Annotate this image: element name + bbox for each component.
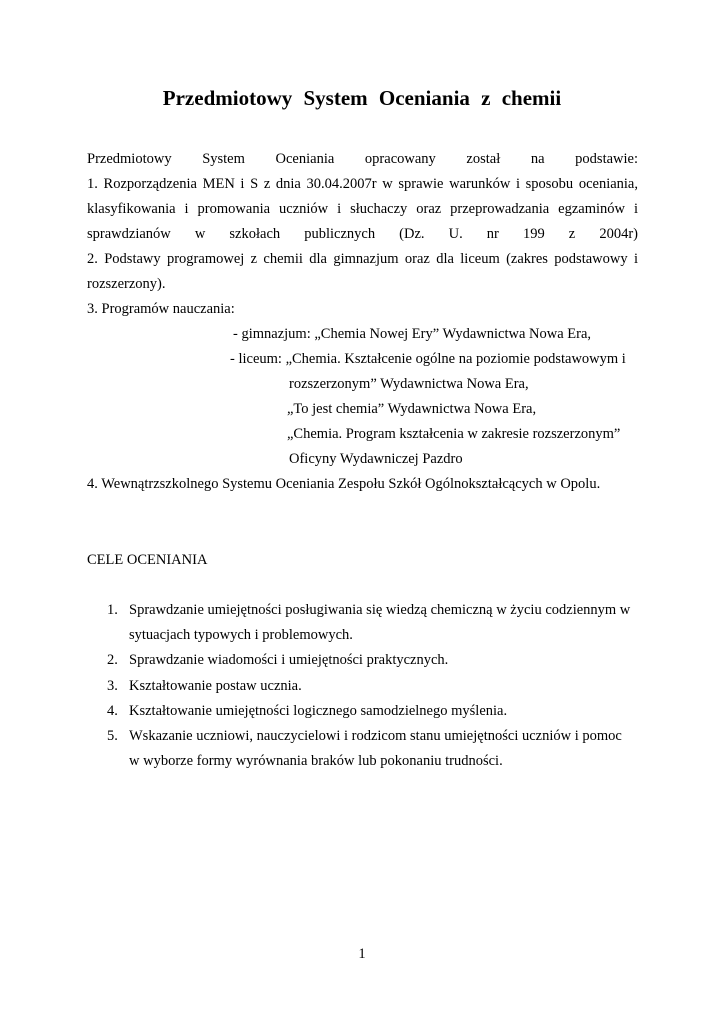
program-gimnazjum: - gimnazjum: „Chemia Nowej Ery” Wydawnictwa Nowa Era,: [233, 326, 592, 342]
goal-number: 3.: [107, 678, 118, 694]
page-title: Przedmiotowy System Oceniania z chemii: [162, 86, 562, 110]
basis-item-1-line-1: 1. Rozporządzenia MEN i S z dnia 30.04.2007r w sprawie warunków i sposobu oceniania,: [87, 176, 638, 192]
basis-item-2-line-1: 2. Podstawy programowej z chemii dla gimnazjum oraz dla liceum (zakres podstawowy i: [87, 251, 638, 267]
basis-item-1-line-2: klasyfikowania i promowania uczniów i słuchaczy oraz przeprowadzania egzaminów i: [87, 201, 638, 217]
basis-item-1-line-3: sprawdzianów w szkołach publicznych (Dz. U. nr 199 z 2004r): [87, 226, 638, 242]
goal-text-continued: w wyborze formy wyrównania braków lub pokonaniu trudności.: [129, 753, 503, 769]
goal-number: 2.: [107, 652, 118, 668]
page-number: 1: [358, 946, 366, 962]
basis-item-3: 3. Programów nauczania:: [87, 301, 235, 317]
program-liceum-line-4: „Chemia. Program kształcenia w zakresie rozszerzonym”: [287, 426, 621, 442]
goal-text: Kształtowanie umiejętności logicznego samodzielnego myślenia.: [129, 703, 508, 719]
goal-number: 5.: [107, 728, 118, 744]
basis-intro: Przedmiotowy System Oceniania opracowany został na podstawie:: [87, 151, 638, 167]
goals-heading: CELE OCENIANIA: [87, 552, 208, 568]
program-liceum-line-5: Oficyny Wydawniczej Pazdro: [289, 451, 463, 467]
goal-number: 4.: [107, 703, 118, 719]
goal-text: Sprawdzanie wiadomości i umiejętności praktycznych.: [129, 652, 449, 668]
basis-item-2-line-2: rozszerzony).: [87, 276, 166, 292]
goal-text: Wskazanie uczniowi, nauczycielowi i rodzicom stanu umiejętności uczniów i pomoc: [129, 728, 622, 744]
program-liceum-line-2: rozszerzonym” Wydawnictwa Nowa Era,: [289, 376, 529, 392]
goal-text: Kształtowanie postaw ucznia.: [129, 678, 302, 694]
goal-number: 1.: [107, 602, 118, 618]
goal-text-continued: sytuacjach typowych i problemowych.: [129, 627, 353, 643]
program-liceum-line-3: „To jest chemia” Wydawnictwa Nowa Era,: [287, 401, 537, 417]
goal-text: Sprawdzanie umiejętności posługiwania się wiedzą chemiczną w życiu codziennym w: [129, 602, 631, 618]
program-liceum-line-1: - liceum: „Chemia. Kształcenie ogólne na poziomie podstawowym i: [230, 351, 626, 367]
basis-item-4: 4. Wewnątrzszkolnego Systemu Oceniania Zespołu Szkół Ogólnokształcących w Opolu.: [87, 476, 601, 492]
